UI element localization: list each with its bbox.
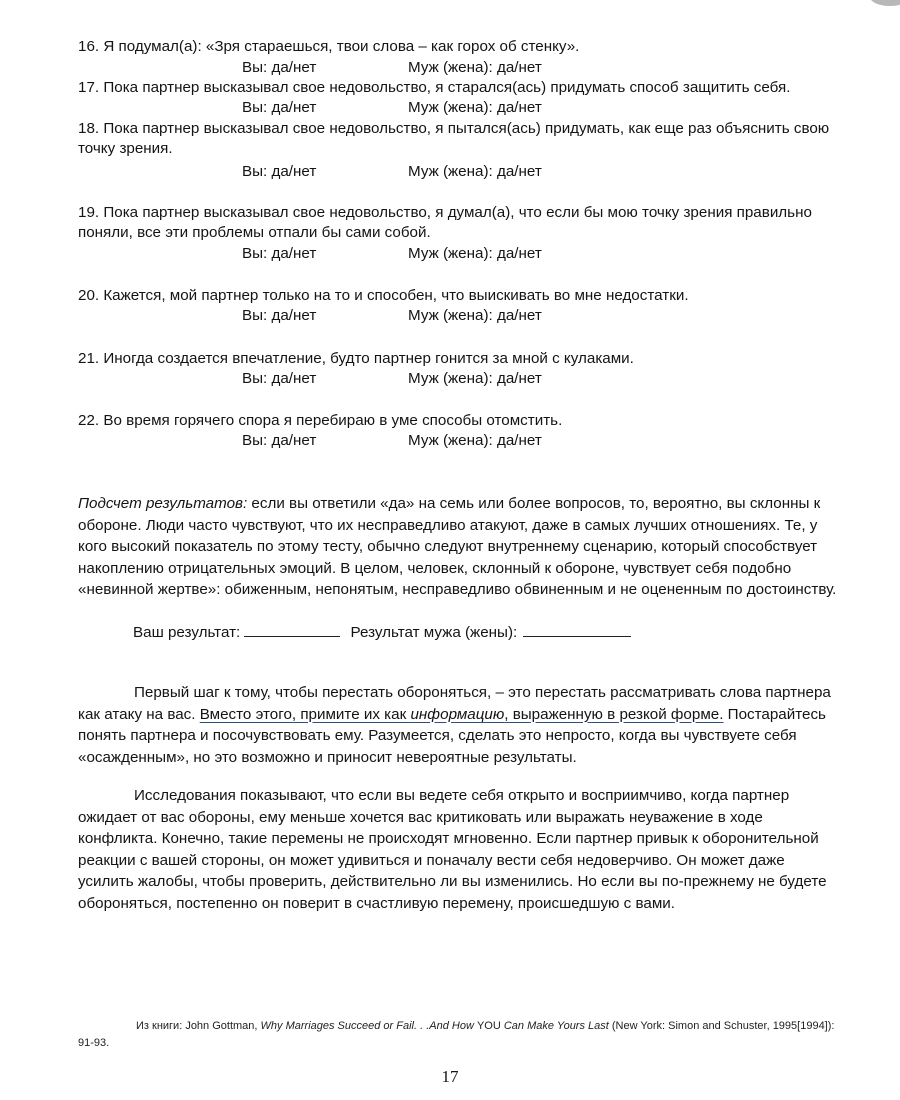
citation-title: Can Make Yours Last (500, 1020, 609, 1032)
answer-you: Вы: да/нет (242, 370, 317, 387)
your-result-label: Ваш результат: (133, 624, 241, 641)
scoring-paragraph (78, 493, 838, 601)
answer-row-20 (0, 306, 900, 326)
question-17: 17. Пока партнер высказывал свое недовольство, я старался(ась) придумать способ защитить себя. (78, 79, 791, 96)
question-19: 19. Пока партнер высказывал свое недовольство, я думал(а), что если бы мою точку зрения правильно поняли, все эти проблемы отпали бы сами собой. (78, 204, 812, 241)
paragraph-text: Первый шаг к тому, чтобы перестать обороняться, – это перестать рассматривать слова партнера как атаку на вас. (78, 684, 831, 723)
answer-spouse: Муж (жена): да/нет (408, 59, 542, 76)
answer-spouse: Муж (жена): да/нет (408, 245, 542, 262)
answer-you: Вы: да/нет (242, 245, 317, 262)
citation (78, 1018, 838, 1052)
result-line (133, 622, 833, 643)
scan-corner-mark (870, 0, 900, 6)
answer-row-21 (0, 369, 900, 389)
your-result-blank (244, 622, 340, 637)
citation-publisher: (New York: Simon and Schuster, 1995[1994]): 91-93. (78, 1020, 835, 1049)
citation-prefix: Из книги: (136, 1020, 186, 1032)
question-22: 22. Во время горячего спора я перебираю в уме способы отомстить. (78, 412, 563, 429)
answer-you: Вы: да/нет (242, 99, 317, 116)
scoring-heading: Подсчет результатов: (78, 495, 248, 512)
answer-you: Вы: да/нет (242, 432, 317, 449)
paragraph-first-step (78, 682, 838, 768)
answer-row-17 (0, 98, 900, 118)
answer-spouse: Муж (жена): да/нет (408, 370, 542, 387)
question-21: 21. Иногда создается впечатление, будто партнер гонится за мной с кулаками. (78, 350, 634, 367)
scoring-text: если вы ответили «да» на семь или более вопросов, то, вероятно, вы склонны к обороне. Люди часто чувствуют, что их несправедливо атакуют, даже в самых лучших отношениях. Те, у кого высокий показатель по этому тесту, обычно следуют внутреннему сценарию, который способствует накоплению отрицательных эмоций. В целом, человек, склонный к обороне, чувствует себя подобно «невинной жертве»: обиженным, непонятым, несправедливо обвиненным и не оцененным по достоинству. (78, 495, 837, 599)
answer-you: Вы: да/нет (242, 307, 317, 324)
citation-title-you: YOU (476, 1020, 501, 1032)
answer-spouse: Муж (жена): да/нет (408, 432, 542, 449)
answer-spouse: Муж (жена): да/нет (408, 99, 542, 116)
citation-author: John Gottman, (185, 1020, 261, 1032)
question-18: 18. Пока партнер высказывал свое недовольство, я пытался(ась) придумать, как еще раз объяснить свою точку зрения. (78, 120, 830, 157)
citation-title: Why Marriages Succeed or Fail. . .And How (260, 1020, 477, 1032)
answer-spouse: Муж (жена): да/нет (408, 163, 542, 180)
underlined-text: , выраженную в резкой форме. (504, 705, 724, 723)
paragraph-research: Исследования показывают, что если вы ведете себя открыто и восприимчиво, когда партнер ожидает от вас обороны, ему меньше хочется вас критиковать или выражать неуважение в ходе конфликта. Конечно, такие перемены не происходят мгновенно. Если партнер привык к оборонительной реакции с вашей стороны, он может удивиться и поначалу вести себя недоверчиво. Он может даже усилить жалобы, чтобы проверить, действительно ли вы изменились. Но если вы по-прежнему не будете обороняться, постепенно он поверит в счастливую перемену, происшедшую с вами. (78, 787, 827, 912)
emphasis-information: информацию (410, 705, 505, 723)
paragraph-text: Постарайтесь понять партнера и посочувствовать ему. Разумеется, сделать это непросто, когда вы чувствуете себя «осажденным», но это возможно и приносит невероятные результаты. (78, 705, 826, 766)
underlined-text: Вместо этого, примите их как (199, 705, 411, 723)
answer-you: Вы: да/нет (242, 163, 317, 180)
page-number: 17 (441, 1067, 459, 1086)
underlined-phrase (200, 706, 724, 723)
answer-you: Вы: да/нет (242, 59, 317, 76)
spouse-result-label: Результат мужа (жены): (350, 624, 518, 641)
answer-row-16 (0, 58, 900, 78)
question-20: 20. Кажется, мой партнер только на то и способен, что выискивать во мне недостатки. (78, 287, 689, 304)
answer-row-19 (0, 244, 900, 264)
question-16: 16. Я подумал(а): «Зря стараешься, твои слова – как горох об стенку». (78, 38, 580, 55)
answer-row-18 (0, 162, 900, 182)
spouse-result-blank (523, 622, 631, 637)
answer-spouse: Муж (жена): да/нет (408, 307, 542, 324)
answer-row-22 (0, 431, 900, 451)
